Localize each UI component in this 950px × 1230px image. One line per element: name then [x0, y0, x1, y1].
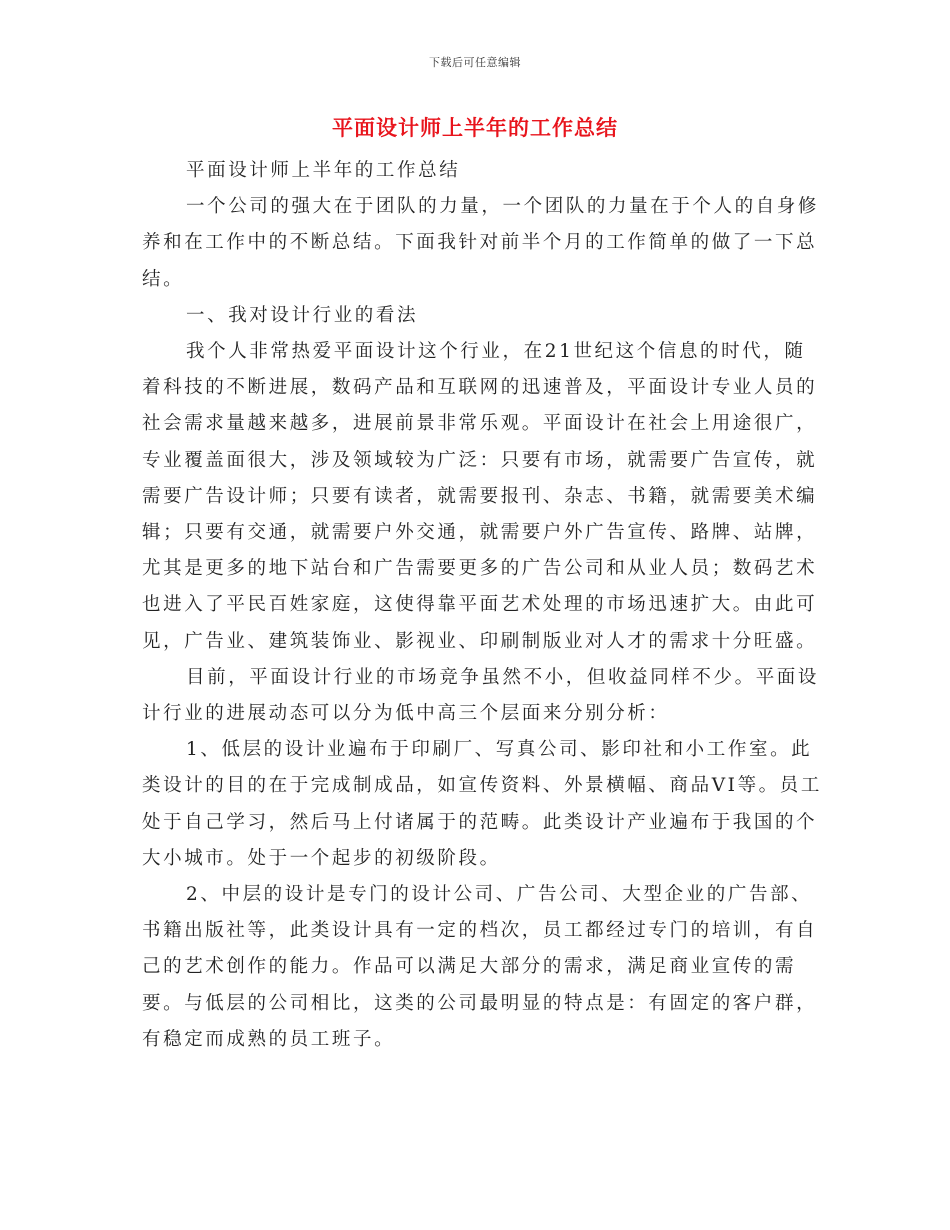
header-note: 下载后可任意编辑	[429, 56, 521, 69]
paragraph-industry-view: 我个人非常热爱平面设计这个行业，在21世纪这个信息的时代，随着科技的不断进展，数码产品和互联网的迅速普及，平面设计专业人员的社会需求量越来越多，进展前景非常乐观。平面设计在社会上用途很广，专业覆盖面很大，涉及领域较为广泛：只要有市场，就需要广告宣传，就需要广告设计师；只要有读者，就需要报刊、杂志、书籍，就需要美术编辑；只要有交通，就需要户外交通，就需要户外广告宣传、路牌、站牌，尤其是更多的地下站台和广告需要更多的广告公司和从业人员；数码艺术也进入了平民百姓家庭，这使得靠平面艺术处理的市场迅速扩大。由此可见，广告业、建筑装饰业、影视业、印刷制版业对人才的需求十分旺盛。	[142, 341, 818, 652]
paragraph-low-tier: 1、低层的设计业遍布于印刷厂、写真公司、影印社和小工作室。此类设计的目的在于完成制成品，如宣传资料、外景横幅、商品VI等。员工处于自己学习，然后马上付诸属于的范畴。此类设计产业遍布于我国的个大小城市。处于一个起步的初级阶段。	[142, 739, 822, 869]
paragraph-intro: 一个公司的强大在于团队的力量，一个团队的力量在于个人的自身修养和在工作中的不断总结。下面我针对前半个月的工作简单的做了一下总结。	[142, 196, 820, 290]
document-body	[142, 153, 822, 1058]
document-title: 平面设计师上半年的工作总结	[332, 115, 618, 140]
paragraph-subtitle: 平面设计师上半年的工作总结	[186, 160, 461, 181]
section-heading-industry-view: 一、我对设计行业的看法	[186, 304, 419, 326]
paragraph-market-status: 目前，平面设计行业的市场竞争虽然不小，但收益同样不少。平面设计行业的进展动态可以分为低中高三个层面来分别分析：	[142, 666, 820, 725]
paragraph-mid-tier: 2、中层的设计是专门的设计公司、广告公司、大型企业的广告部、书籍出版社等，此类设计具有一定的档次，员工都经过专门的培训，有自己的艺术创作的能力。作品可以满足大部分的需求，满足商业宣传的需要。与低层的公司相比，这类的公司最明显的特点是：有固定的客户群，有稳定而成熟的员工班子。	[142, 884, 818, 1050]
